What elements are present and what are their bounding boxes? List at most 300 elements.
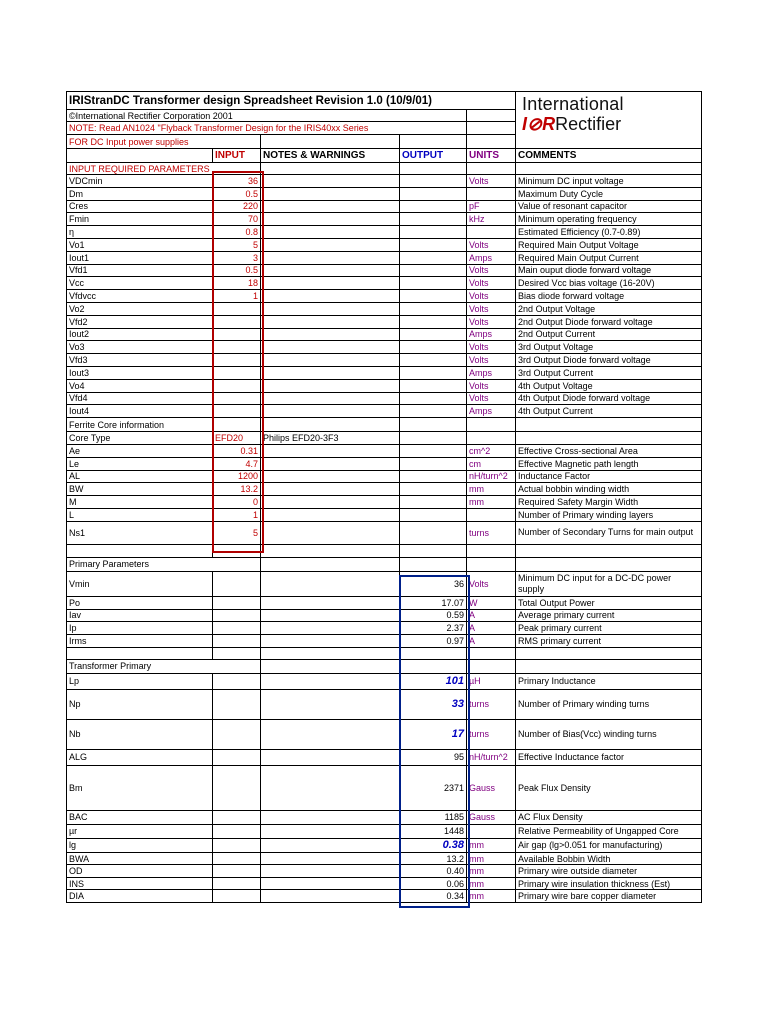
unit-cell: turns [467, 689, 516, 719]
output-cell [400, 213, 467, 226]
section-input-required: INPUT REQUIRED PARAMETERS [67, 163, 261, 175]
empty-cell [400, 544, 467, 557]
unit-cell: mm [467, 483, 516, 496]
unit-cell: Volts [467, 354, 516, 367]
empty-cell [467, 432, 516, 445]
comment-cell: 2nd Output Voltage [516, 302, 702, 315]
table-row [67, 328, 702, 341]
table-row [67, 470, 702, 483]
empty-cell [516, 544, 702, 557]
note-cell [261, 315, 400, 328]
note-cell [261, 852, 400, 865]
comment-cell: Number of Primary winding turns [516, 689, 702, 719]
empty-cell [516, 432, 702, 445]
input-cell[interactable]: 13.2 [213, 483, 261, 496]
input-cell[interactable] [213, 354, 261, 367]
param-label: Iout3 [67, 366, 213, 379]
comment-cell: Required Safety Margin Width [516, 496, 702, 509]
table-row [67, 187, 702, 200]
output-cell [400, 290, 467, 303]
empty-cell [467, 557, 516, 571]
empty-cell [261, 418, 400, 432]
input-cell [213, 609, 261, 622]
input-cell[interactable] [213, 379, 261, 392]
input-cell[interactable] [213, 405, 261, 418]
note-cell [261, 251, 400, 264]
output-cell: 95 [400, 749, 467, 765]
note-cell [261, 264, 400, 277]
logo-text-international: International [522, 94, 624, 114]
empty-cell [400, 418, 467, 432]
table-row [67, 508, 702, 521]
note-cell [261, 865, 400, 878]
output-cell: 0.34 [400, 890, 467, 903]
table-row [67, 483, 702, 496]
table-row [67, 852, 702, 865]
empty-cell [400, 432, 467, 445]
table-row [67, 251, 702, 264]
note-cell [261, 749, 400, 765]
table-row [67, 557, 702, 571]
table-row [67, 689, 702, 719]
note-cell [261, 765, 400, 810]
note-cell [261, 200, 400, 213]
comment-cell: 4th Output Voltage [516, 379, 702, 392]
note-cell [261, 635, 400, 648]
output-cell [400, 457, 467, 470]
unit-cell: mm [467, 838, 516, 852]
unit-cell: Volts [467, 238, 516, 251]
output-cell [400, 354, 467, 367]
param-label: Vfd3 [67, 354, 213, 367]
unit-cell: Volts [467, 175, 516, 188]
note-cell [261, 824, 400, 838]
input-cell [213, 824, 261, 838]
output-cell: 0.97 [400, 635, 467, 648]
param-label: Ns1 [67, 521, 213, 544]
output-cell [400, 200, 467, 213]
input-cell[interactable]: 1 [213, 290, 261, 303]
comment-cell: 3rd Output Current [516, 366, 702, 379]
note-cell [261, 877, 400, 890]
empty-cell [67, 647, 213, 659]
company-logo [516, 92, 702, 149]
param-label: η [67, 226, 213, 239]
param-label: Vo1 [67, 238, 213, 251]
param-label: Vfd2 [67, 315, 213, 328]
input-cell[interactable] [213, 341, 261, 354]
input-cell[interactable]: 1 [213, 508, 261, 521]
input-cell[interactable]: 36 [213, 175, 261, 188]
output-cell: 2.37 [400, 622, 467, 635]
input-cell[interactable] [213, 302, 261, 315]
input-cell[interactable]: 220 [213, 200, 261, 213]
table-row [67, 496, 702, 509]
param-label: Vfd4 [67, 392, 213, 405]
comment-cell: Primary wire insulation thickness (Est) [516, 877, 702, 890]
table-row [67, 865, 702, 878]
table-row [67, 719, 702, 749]
unit-cell: nH/turn^2 [467, 470, 516, 483]
param-label: Irms [67, 635, 213, 648]
unit-cell: Volts [467, 290, 516, 303]
table-row [67, 824, 702, 838]
table-row [67, 877, 702, 890]
empty-cell [261, 659, 400, 673]
table-row [67, 379, 702, 392]
output-cell [400, 277, 467, 290]
unit-cell: Gauss [467, 765, 516, 810]
unit-cell [467, 187, 516, 200]
param-label: AL [67, 470, 213, 483]
note-cell [261, 508, 400, 521]
input-cell [213, 622, 261, 635]
output-cell: 17 [400, 719, 467, 749]
table-row [67, 544, 702, 557]
input-cell [213, 838, 261, 852]
unit-cell: Volts [467, 302, 516, 315]
note-line: NOTE: Read AN1024 "Flyback Transformer Design for the IRIS40xx Series [67, 122, 467, 135]
comment-cell: Main ouput diode forward voltage [516, 264, 702, 277]
unit-cell: mm [467, 865, 516, 878]
note-cell [261, 366, 400, 379]
param-label: Vo4 [67, 379, 213, 392]
output-cell [400, 483, 467, 496]
table-row [67, 890, 702, 903]
note-cell [261, 328, 400, 341]
output-cell [400, 508, 467, 521]
empty-cell [213, 544, 261, 557]
param-label: Np [67, 689, 213, 719]
unit-cell: Gauss [467, 810, 516, 824]
comment-cell: Primary Inductance [516, 673, 702, 689]
param-label: Ae [67, 444, 213, 457]
output-cell: 0.38 [400, 838, 467, 852]
input-cell[interactable]: 4.7 [213, 457, 261, 470]
unit-cell: cm [467, 457, 516, 470]
table-row [67, 354, 702, 367]
output-cell [400, 226, 467, 239]
table-row [67, 810, 702, 824]
input-cell[interactable]: 5 [213, 238, 261, 251]
unit-cell: Volts [467, 379, 516, 392]
comment-cell: 4th Output Current [516, 405, 702, 418]
comment-cell: Available Bobbin Width [516, 852, 702, 865]
unit-cell [467, 508, 516, 521]
input-cell[interactable]: 70 [213, 213, 261, 226]
empty-cell [400, 557, 467, 571]
input-cell[interactable] [213, 392, 261, 405]
empty-cell [400, 647, 467, 659]
empty-cell [516, 557, 702, 571]
output-cell: 36 [400, 571, 467, 596]
note-cell [261, 622, 400, 635]
input-cell[interactable] [213, 366, 261, 379]
table-row [67, 366, 702, 379]
column-header-comments: COMMENTS [516, 149, 702, 163]
empty-cell [213, 647, 261, 659]
output-cell: 1185 [400, 810, 467, 824]
unit-cell: A [467, 635, 516, 648]
table-row [67, 635, 702, 648]
param-label: Vmin [67, 571, 213, 596]
comment-cell: Number of Secondary Turns for main output [516, 521, 702, 544]
sheet-title: IRIStranDC Transformer design Spreadsheet Revision 1.0 (10/9/01) [67, 92, 516, 110]
core-type-note: Philips EFD20-3F3 [261, 432, 400, 445]
param-label: Vfdvcc [67, 290, 213, 303]
table-row [67, 418, 702, 432]
output-cell [400, 187, 467, 200]
input-cell [213, 719, 261, 749]
input-cell[interactable] [213, 315, 261, 328]
input-cell[interactable]: 5 [213, 521, 261, 544]
unit-cell: µH [467, 673, 516, 689]
note-cell [261, 226, 400, 239]
param-label: DIA [67, 890, 213, 903]
table-row [67, 673, 702, 689]
input-cell[interactable] [213, 328, 261, 341]
output-cell: 17.07 [400, 596, 467, 609]
table-row [67, 226, 702, 239]
section-ferrite: Ferrite Core information [67, 418, 261, 432]
param-label: lg [67, 838, 213, 852]
param-label: Iout4 [67, 405, 213, 418]
unit-cell: Volts [467, 277, 516, 290]
core-type-input[interactable]: EFD20 [213, 432, 261, 445]
comment-cell: Number of Bias(Vcc) winding turns [516, 719, 702, 749]
output-cell: 2371 [400, 765, 467, 810]
unit-cell: Volts [467, 264, 516, 277]
empty-cell [516, 647, 702, 659]
param-label: Lp [67, 673, 213, 689]
comment-cell: Actual bobbin winding width [516, 483, 702, 496]
unit-cell: mm [467, 852, 516, 865]
input-cell [213, 810, 261, 824]
input-cell[interactable]: 0.5 [213, 264, 261, 277]
table-row [67, 571, 702, 596]
input-cell [213, 865, 261, 878]
note-cell [261, 609, 400, 622]
note-cell [261, 277, 400, 290]
note-cell [261, 302, 400, 315]
param-label: Po [67, 596, 213, 609]
comment-cell: Minimum DC input voltage [516, 175, 702, 188]
output-cell [400, 470, 467, 483]
input-cell [213, 571, 261, 596]
comment-cell: Air gap (lg>0.051 for manufacturing) [516, 838, 702, 852]
param-label: BAC [67, 810, 213, 824]
table-row [67, 315, 702, 328]
unit-cell: W [467, 596, 516, 609]
param-label: Dm [67, 187, 213, 200]
output-cell: 1448 [400, 824, 467, 838]
param-label: Ip [67, 622, 213, 635]
table-row [67, 175, 702, 188]
table-row [67, 659, 702, 673]
output-cell: 101 [400, 673, 467, 689]
empty-cell [261, 647, 400, 659]
unit-cell: mm [467, 877, 516, 890]
param-label: Iout2 [67, 328, 213, 341]
table-row [67, 277, 702, 290]
param-label: Iout1 [67, 251, 213, 264]
input-cell [213, 765, 261, 810]
output-cell [400, 405, 467, 418]
param-label: OD [67, 865, 213, 878]
note-cell [261, 496, 400, 509]
table-row [67, 302, 702, 315]
output-cell: 33 [400, 689, 467, 719]
table-row [67, 392, 702, 405]
output-cell [400, 264, 467, 277]
param-label: Vfd1 [67, 264, 213, 277]
input-cell[interactable]: 0 [213, 496, 261, 509]
note-cell [261, 521, 400, 544]
output-cell [400, 496, 467, 509]
input-cell[interactable]: 18 [213, 277, 261, 290]
comment-cell: Relative Permeability of Ungapped Core [516, 824, 702, 838]
param-label: Iav [67, 609, 213, 622]
design-spreadsheet [66, 91, 702, 903]
unit-cell: Volts [467, 392, 516, 405]
note-cell [261, 483, 400, 496]
empty-cell [261, 557, 400, 571]
unit-cell: A [467, 622, 516, 635]
output-cell: 13.2 [400, 852, 467, 865]
output-cell [400, 392, 467, 405]
note-cell [261, 470, 400, 483]
comment-cell: Inductance Factor [516, 470, 702, 483]
note-cell [261, 838, 400, 852]
empty-cell [261, 544, 400, 557]
comment-cell: Value of resonant capacitor [516, 200, 702, 213]
note-cell [261, 379, 400, 392]
param-label: INS [67, 877, 213, 890]
section-transformer-primary: Transformer Primary [67, 659, 261, 673]
input-cell[interactable]: 0.31 [213, 444, 261, 457]
unit-cell: cm^2 [467, 444, 516, 457]
table-row [67, 749, 702, 765]
comment-cell: Required Main Output Current [516, 251, 702, 264]
input-cell[interactable]: 0.5 [213, 187, 261, 200]
comment-cell: Primary wire bare copper diameter [516, 890, 702, 903]
note-cell [261, 689, 400, 719]
comment-cell: Maximum Duty Cycle [516, 187, 702, 200]
unit-cell: Amps [467, 405, 516, 418]
table-row [67, 444, 702, 457]
comment-cell: Effective Cross-sectional Area [516, 444, 702, 457]
table-row [67, 609, 702, 622]
table-row [67, 521, 702, 544]
unit-cell [467, 824, 516, 838]
comment-cell: Estimated Efficiency (0.7-0.89) [516, 226, 702, 239]
comment-cell: Peak Flux Density [516, 765, 702, 810]
comment-cell: Minimum DC input for a DC-DC power supply [516, 571, 702, 596]
comment-cell: Desired Vcc bias voltage (16-20V) [516, 277, 702, 290]
output-cell [400, 521, 467, 544]
unit-cell: Volts [467, 315, 516, 328]
ior-logo-icon: I⊘R [522, 114, 556, 134]
comment-cell: RMS primary current [516, 635, 702, 648]
note-cell [261, 810, 400, 824]
table-row [67, 200, 702, 213]
input-cell [213, 596, 261, 609]
unit-cell: kHz [467, 213, 516, 226]
comment-cell: 3rd Output Diode forward voltage [516, 354, 702, 367]
param-label: VDCmin [67, 175, 213, 188]
unit-cell: nH/turn^2 [467, 749, 516, 765]
logo-text-rectifier: Rectifier [555, 114, 622, 134]
param-label: Fmin [67, 213, 213, 226]
input-cell [213, 877, 261, 890]
param-label: M [67, 496, 213, 509]
note-cell [261, 596, 400, 609]
comment-cell: Peak primary current [516, 622, 702, 635]
comment-cell: Number of Primary winding layers [516, 508, 702, 521]
param-label: µr [67, 824, 213, 838]
input-cell [213, 673, 261, 689]
param-label: BW [67, 483, 213, 496]
comment-cell: Effective Inductance factor [516, 749, 702, 765]
note-cell [261, 444, 400, 457]
dc-supply-line: FOR DC Input power supplies [67, 135, 261, 149]
empty-cell [67, 544, 213, 557]
comment-cell: 2nd Output Diode forward voltage [516, 315, 702, 328]
comment-cell: 3rd Output Voltage [516, 341, 702, 354]
input-cell [213, 635, 261, 648]
param-label: L [67, 508, 213, 521]
empty-cell [516, 418, 702, 432]
table-row [67, 457, 702, 470]
unit-cell: Amps [467, 328, 516, 341]
output-cell [400, 251, 467, 264]
input-cell[interactable]: 3 [213, 251, 261, 264]
column-header-notes: NOTES & WARNINGS [261, 149, 400, 163]
input-cell [213, 890, 261, 903]
table-row [67, 405, 702, 418]
table-row [67, 238, 702, 251]
unit-cell: Amps [467, 366, 516, 379]
empty-cell [467, 647, 516, 659]
comment-cell: Effective Magnetic path length [516, 457, 702, 470]
input-cell[interactable]: 0.8 [213, 226, 261, 239]
output-cell: 0.40 [400, 865, 467, 878]
output-cell [400, 379, 467, 392]
note-cell [261, 187, 400, 200]
unit-cell: A [467, 609, 516, 622]
column-header-units: UNITS [467, 149, 516, 163]
param-label: Le [67, 457, 213, 470]
unit-cell: Volts [467, 571, 516, 596]
note-cell [261, 392, 400, 405]
param-label: Nb [67, 719, 213, 749]
output-cell [400, 366, 467, 379]
copyright-line: ©International Rectifier Corporation 2001 [67, 110, 467, 122]
table-row [67, 596, 702, 609]
param-label: ALG [67, 749, 213, 765]
input-cell[interactable]: 1200 [213, 470, 261, 483]
note-cell [261, 213, 400, 226]
note-cell [261, 238, 400, 251]
param-label: Core Type [67, 432, 213, 445]
output-cell: 0.59 [400, 609, 467, 622]
column-header-output: OUTPUT [400, 149, 467, 163]
param-label: Cres [67, 200, 213, 213]
note-cell [261, 571, 400, 596]
table-row [67, 290, 702, 303]
output-cell [400, 238, 467, 251]
empty-cell [467, 418, 516, 432]
